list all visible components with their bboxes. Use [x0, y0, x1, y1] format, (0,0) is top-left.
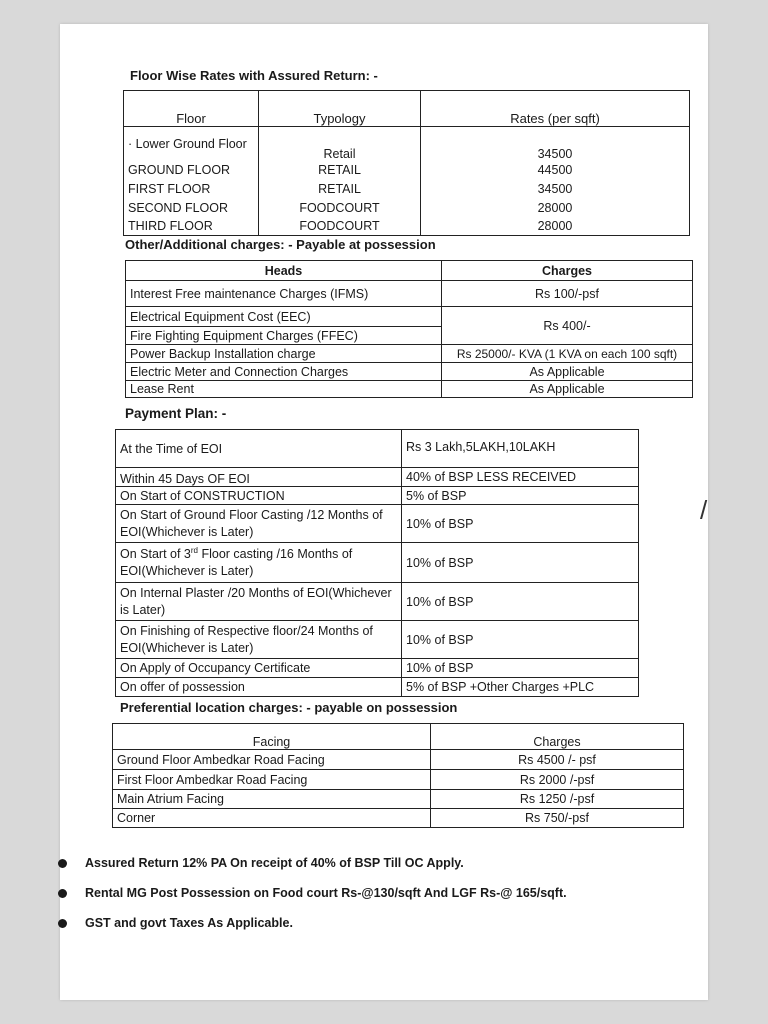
floor-rates-table	[123, 90, 690, 236]
payment-stage-cell: On Start of CONSTRUCTION	[116, 487, 402, 505]
ordinal-suffix: rd	[190, 546, 198, 556]
payment-amount-cell: 10% of BSP	[402, 543, 639, 583]
charge-head-cell: Fire Fighting Equipment Charges (FFEC)	[126, 327, 442, 345]
payment-amount-cell: 5% of BSP	[402, 487, 639, 505]
charge-head-cell: Interest Free maintenance Charges (IFMS)	[126, 281, 442, 307]
floor-cell: · Lower Ground Floor	[124, 127, 259, 161]
charge-value-cell: Rs 25000/- KVA (1 KVA on each 100 sqft)	[442, 345, 693, 363]
facing-cell: Main Atrium Facing	[113, 790, 431, 809]
header-heads: Heads	[126, 261, 442, 281]
floor-cell: GROUND FLOOR	[124, 161, 259, 180]
header-facing: Facing	[113, 724, 431, 750]
charge-head-cell: Power Backup Installation charge	[126, 345, 442, 363]
plc-table	[112, 723, 684, 828]
charge-head-cell: Lease Rent	[126, 381, 442, 398]
plc-charge-cell: Rs 4500 /- psf	[431, 750, 684, 770]
charge-value-cell: Rs 400/-	[442, 307, 693, 345]
typology-cell: FOODCOURT	[259, 218, 421, 236]
header-floor: Floor	[124, 91, 259, 127]
plc-charge-cell: Rs 750/-psf	[431, 809, 684, 828]
bullet-icon	[58, 859, 67, 868]
payment-stage-cell: On offer of possession	[116, 678, 402, 697]
floor-rates-title: Floor Wise Rates with Assured Return: -	[130, 68, 378, 83]
charge-value-cell: As Applicable	[442, 381, 693, 398]
charge-head-cell: Electrical Equipment Cost (EEC)	[126, 307, 442, 327]
header-rates: Rates (per sqft)	[421, 91, 690, 127]
note-item	[58, 908, 567, 938]
payment-amount-cell: 10% of BSP	[402, 621, 639, 659]
payment-stage-cell	[116, 543, 402, 583]
charge-value-cell: Rs 100/-psf	[442, 281, 693, 307]
note-text: Assured Return 12% PA On receipt of 40% of BSP Till OC Apply.	[85, 856, 464, 870]
floor-cell: SECOND FLOOR	[124, 199, 259, 218]
payment-plan-table	[115, 429, 639, 697]
payment-amount-cell: 10% of BSP	[402, 505, 639, 543]
typology-cell: RETAIL	[259, 180, 421, 199]
payment-amount-cell: 5% of BSP +Other Charges +PLC	[402, 678, 639, 697]
typology-cell: RETAIL	[259, 161, 421, 180]
header-charges: Charges	[442, 261, 693, 281]
rate-cell: 28000	[421, 218, 690, 236]
note-text: GST and govt Taxes As Applicable.	[85, 916, 293, 930]
floor-cell: FIRST FLOOR	[124, 180, 259, 199]
plc-title: Preferential location charges: - payable on possession	[120, 700, 458, 715]
payment-amount-cell: Rs 3 Lakh,5LAKH,10LAKH	[402, 430, 639, 468]
additional-charges-table	[125, 260, 693, 398]
payment-stage-cell: On Finishing of Respective floor/24 Months of EOI(Whichever is Later)	[116, 621, 402, 659]
note-item	[58, 878, 567, 908]
facing-cell: First Floor Ambedkar Road Facing	[113, 770, 431, 790]
payment-stage-text: On Start of 3rd Floor casting /16 Months of EOI(Whichever is Later)	[120, 546, 353, 578]
typology-cell: FOODCOURT	[259, 199, 421, 218]
payment-stage-cell: On Internal Plaster /20 Months of EOI(Whichever is Later)	[116, 583, 402, 621]
rate-cell: 34500	[421, 180, 690, 199]
rate-cell: 44500	[421, 161, 690, 180]
bullet-icon	[58, 919, 67, 928]
margin-pen-mark: /	[700, 495, 708, 525]
note-text: Rental MG Post Possession on Food court Rs-@130/sqft And LGF Rs-@ 165/sqft.	[85, 886, 567, 900]
charge-head-cell: Electric Meter and Connection Charges	[126, 363, 442, 381]
floor-cell: THIRD FLOOR	[124, 218, 259, 236]
charge-value-cell: As Applicable	[442, 363, 693, 381]
payment-amount-cell: 40% of BSP LESS RECEIVED	[402, 468, 639, 487]
payment-amount-cell: 10% of BSP	[402, 659, 639, 678]
header-typology: Typology	[259, 91, 421, 127]
payment-stage-cell: At the Time of EOI	[116, 430, 402, 468]
payment-amount-cell: 10% of BSP	[402, 583, 639, 621]
note-item	[58, 848, 567, 878]
typology-cell: Retail	[259, 127, 421, 161]
bullet-icon	[58, 889, 67, 898]
facing-cell: Corner	[113, 809, 431, 828]
payment-stage-cell: Within 45 Days OF EOI	[116, 468, 402, 487]
facing-cell: Ground Floor Ambedkar Road Facing	[113, 750, 431, 770]
notes-list	[58, 848, 567, 938]
header-plc-charges: Charges	[431, 724, 684, 750]
plc-charge-cell: Rs 2000 /-psf	[431, 770, 684, 790]
payment-stage-cell: On Apply of Occupancy Certificate	[116, 659, 402, 678]
additional-charges-title: Other/Additional charges: - Payable at possession	[125, 237, 436, 252]
rate-cell: 28000	[421, 199, 690, 218]
payment-stage-cell: On Start of Ground Floor Casting /12 Months of EOI(Whichever is Later)	[116, 505, 402, 543]
plc-charge-cell: Rs 1250 /-psf	[431, 790, 684, 809]
rate-cell: 34500	[421, 127, 690, 161]
payment-plan-title: Payment Plan: -	[125, 406, 227, 421]
